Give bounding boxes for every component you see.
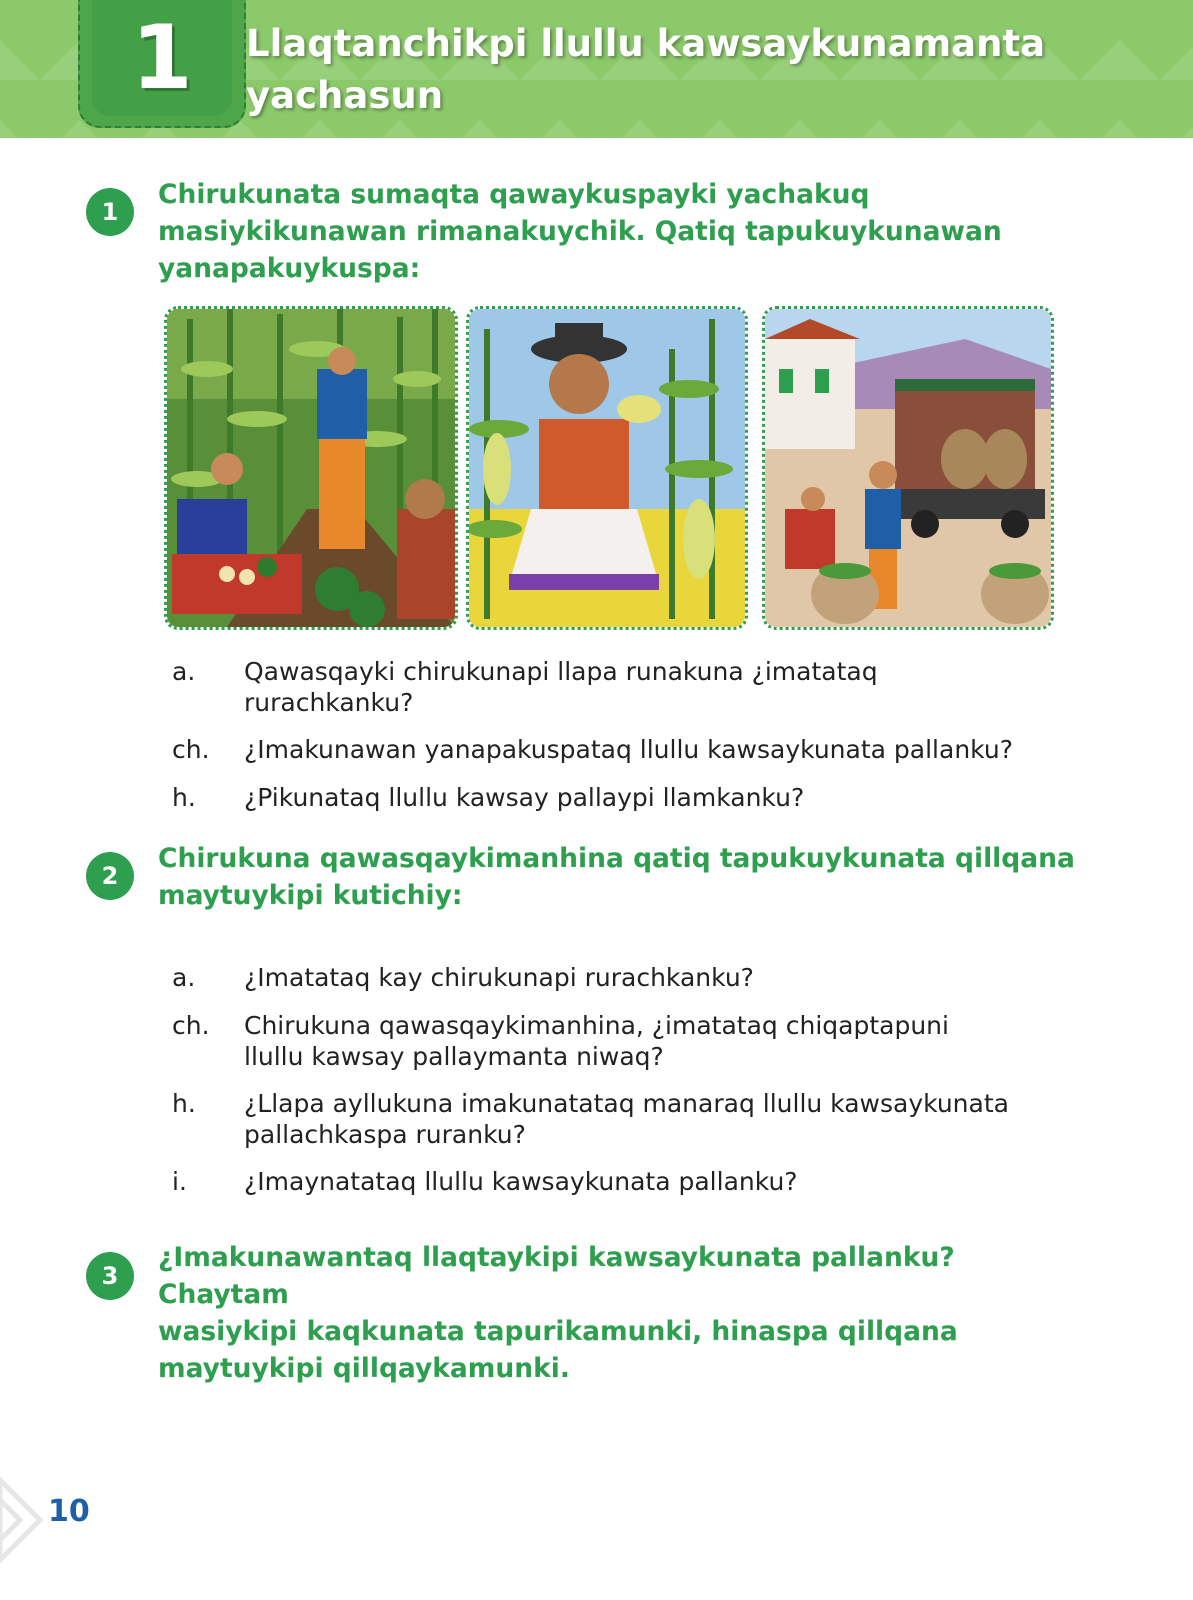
question-letter: i. <box>172 1167 187 1196</box>
question-letter: a. <box>172 963 196 992</box>
maize-field-image <box>167 309 455 627</box>
instruction-line: Chirukunata sumaqta qawaykuspayki yachakuq <box>158 179 870 210</box>
activity-2-instruction <box>158 840 1078 914</box>
unit-title-line: yachasun <box>246 74 444 117</box>
instruction-line: yanapakuykuspa: <box>158 253 421 284</box>
unit-title <box>246 18 1146 122</box>
question-line: ¿Imakunawan yanapakuspataq llullu kawsaykunata pallanku? <box>244 735 1013 764</box>
instruction-line: masiykikunawan rimanakuychik. Qatiq tapukuykunawan <box>158 216 1002 247</box>
unit-title-line: Llaqtanchikpi llullu kawsaykunamanta <box>246 22 1046 65</box>
truck-loading-image <box>765 309 1051 627</box>
illustration-maize-field <box>164 306 458 630</box>
question-line: Qawasqayki chirukunapi llapa runakuna ¿imatataq <box>244 657 878 686</box>
corner-pattern-icon <box>0 1470 60 1600</box>
question-text <box>244 1088 1074 1150</box>
question-line: ¿Imatataq kay chirukunapi rurachkanku? <box>244 963 754 992</box>
question-text <box>244 734 1074 765</box>
instruction-line: Chirukuna qawasqaykimanhina qatiq tapukuykunata qillqana <box>158 843 1075 874</box>
activity-3-badge: 3 <box>86 1252 134 1300</box>
unit-tab <box>78 0 246 128</box>
question-line: ¿Imaynatataq llullu kawsaykunata pallanku? <box>244 1167 798 1196</box>
activity-1-instruction <box>158 176 1078 287</box>
instruction-line: ¿Imakunawantaq llaqtaykipi kawsaykunata pallanku? Chaytam <box>158 1242 955 1310</box>
unit-number: 1 <box>131 6 193 109</box>
illustration-truck-loading <box>762 306 1054 630</box>
question-letter: ch. <box>172 1011 210 1040</box>
instruction-line: wasiykipi kaqkunata tapurikamunki, hinaspa qillqana <box>158 1316 958 1347</box>
instruction-line: maytuykipi qillqaykamunki. <box>158 1353 570 1384</box>
question-letter: ch. <box>172 735 210 764</box>
question-line: llullu kawsay pallaymanta niwaq? <box>244 1042 664 1071</box>
page-number: 10 <box>48 1494 90 1529</box>
question-text <box>244 1010 1074 1072</box>
question-letter: a. <box>172 657 196 686</box>
question-line: rurachkanku? <box>244 688 414 717</box>
question-text <box>244 782 1074 813</box>
question-text <box>244 656 1074 718</box>
question-line: ¿Pikunataq llullu kawsay pallaypi llamkanku? <box>244 783 805 812</box>
question-letter: h. <box>172 783 196 812</box>
question-line: pallachkaspa ruranku? <box>244 1120 526 1149</box>
instruction-line: maytuykipi kutichiy: <box>158 880 463 911</box>
question-letter: h. <box>172 1089 196 1118</box>
question-line: Chirukuna qawasqaykimanhina, ¿imatataq chiqaptapuni <box>244 1011 949 1040</box>
illustration-woman-with-corn <box>466 306 748 630</box>
activity-1-badge: 1 <box>86 188 134 236</box>
question-text <box>244 962 1074 993</box>
question-line: ¿Llapa ayllukuna imakunatataq manaraq llullu kawsaykunata <box>244 1089 1009 1118</box>
unit-header <box>0 0 1193 138</box>
activity-3-instruction <box>158 1239 1078 1387</box>
question-text <box>244 1166 1074 1197</box>
activity-2-badge: 2 <box>86 852 134 900</box>
woman-corn-image <box>469 309 745 627</box>
